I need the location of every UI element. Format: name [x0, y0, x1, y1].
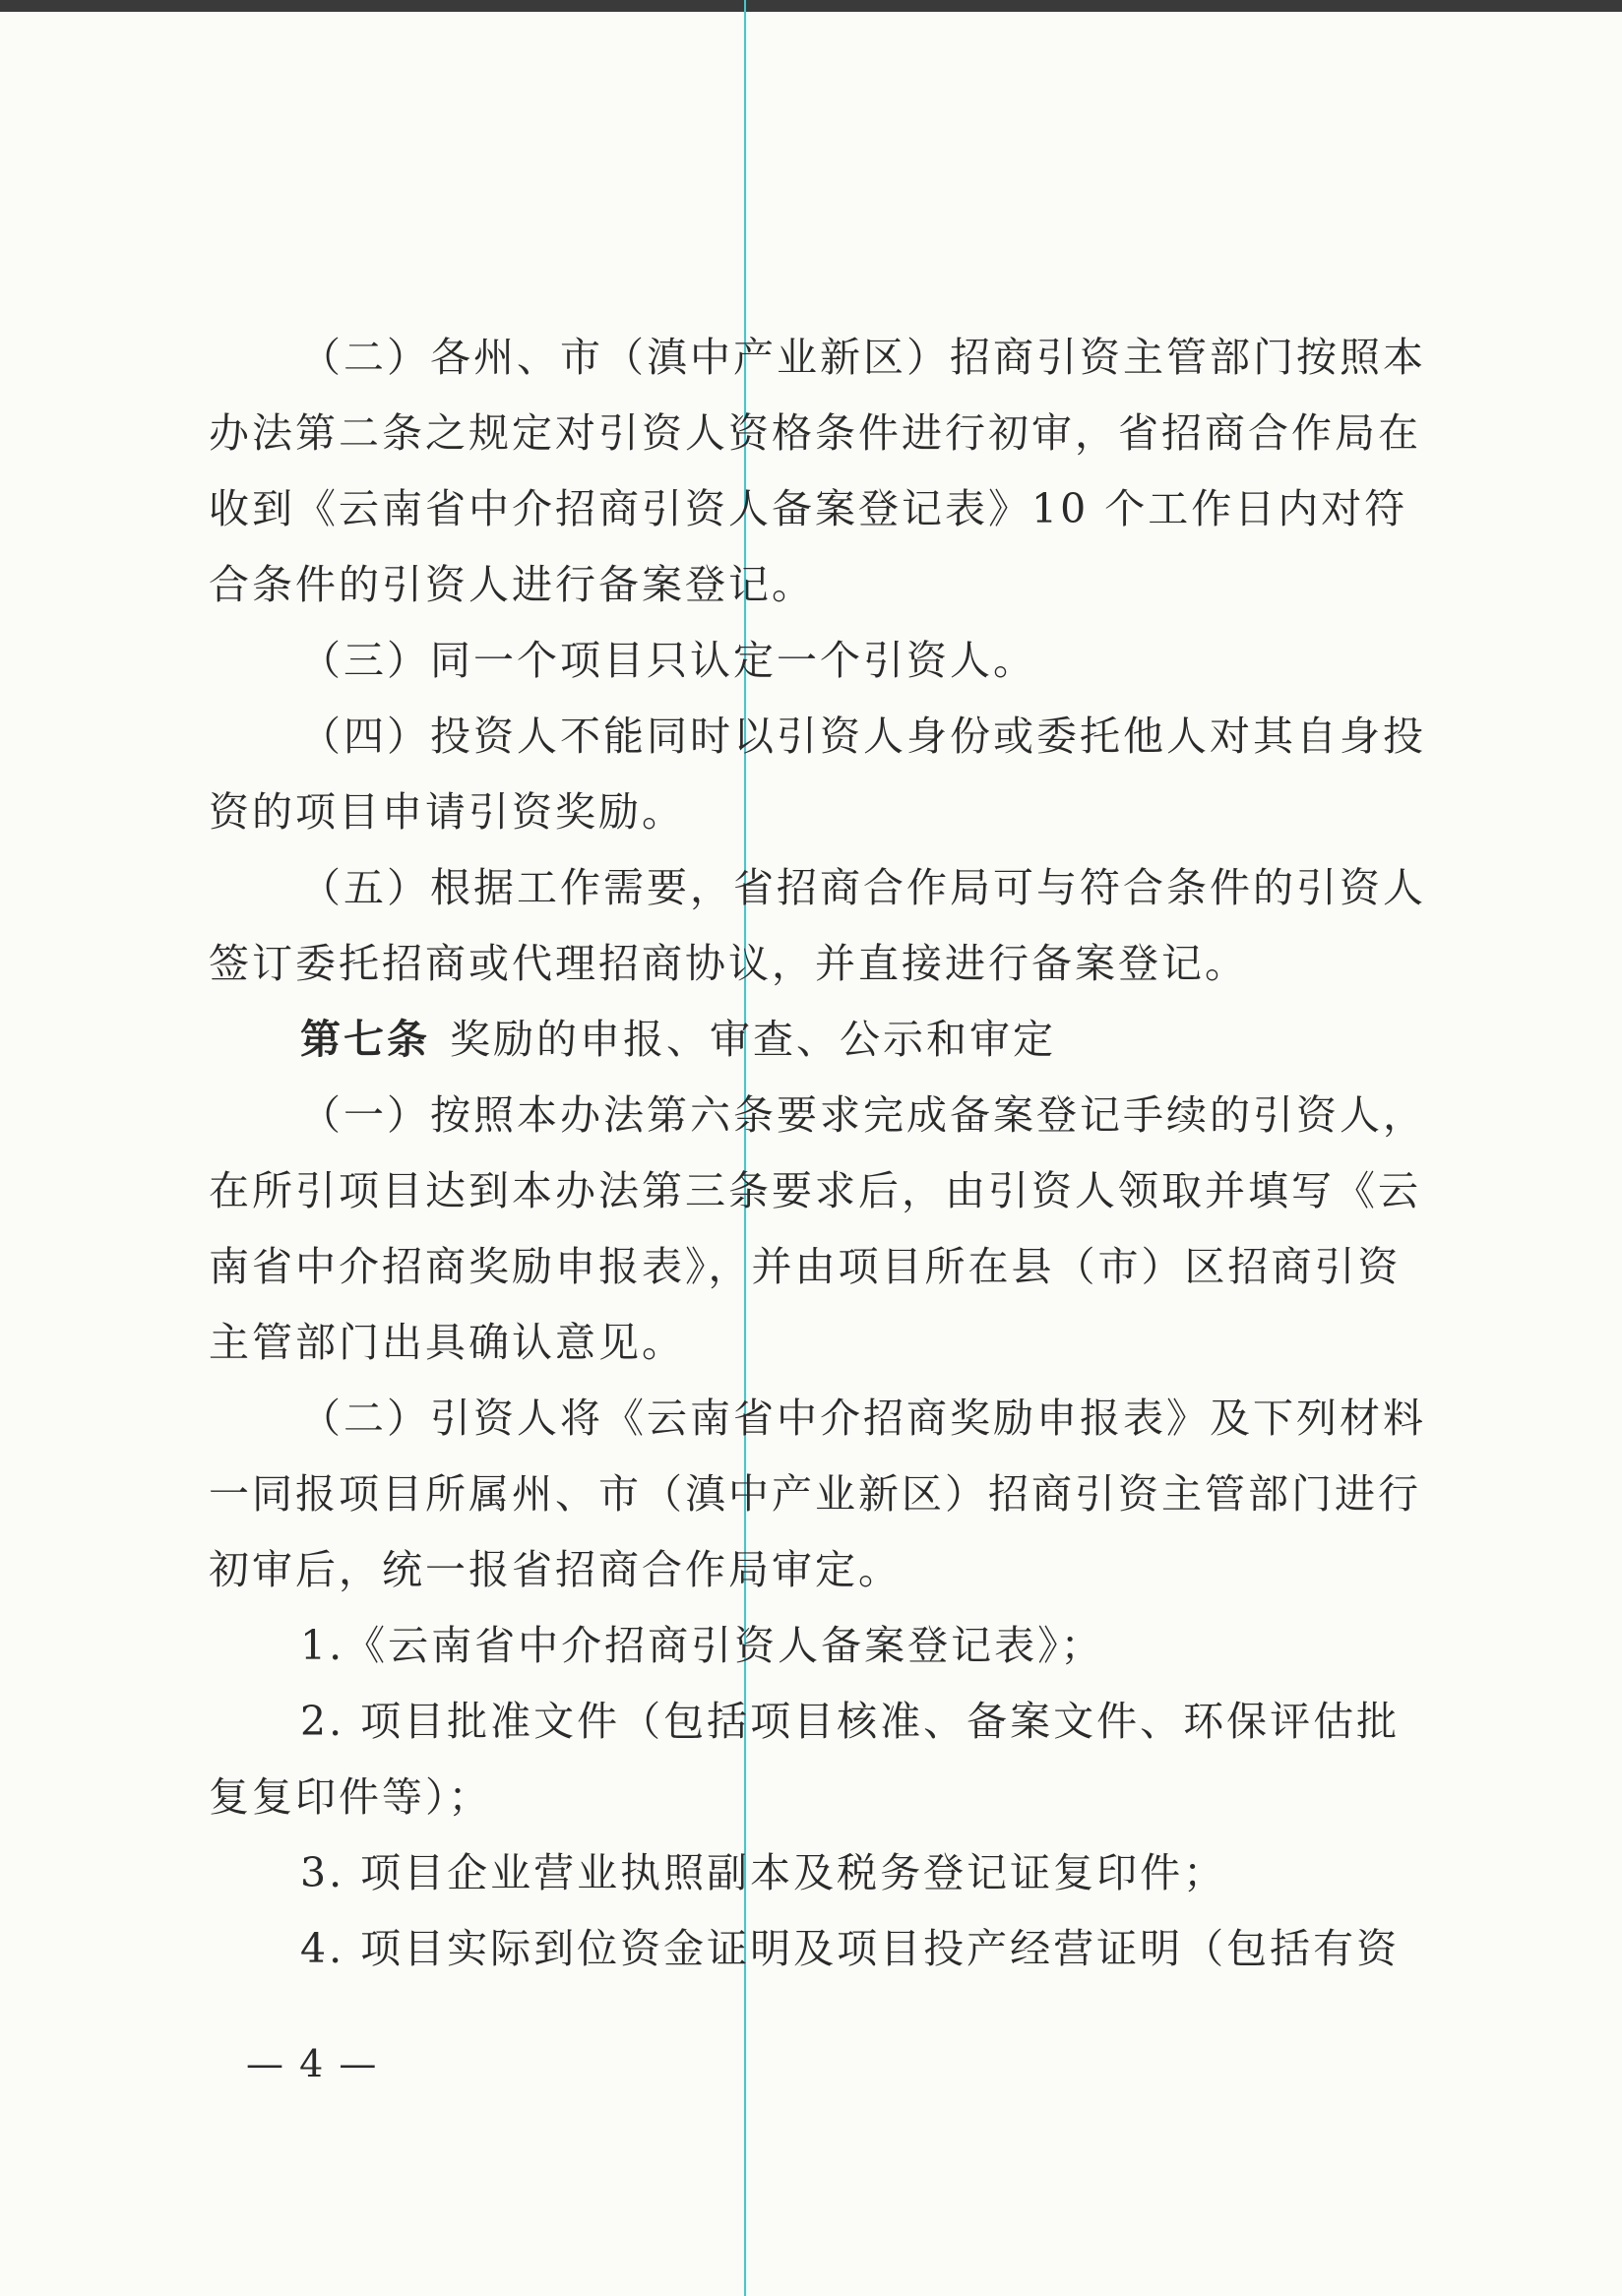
- list-item-line: 2. 项目批准文件（包括项目核准、备案文件、环保评估批: [300, 1698, 1401, 1745]
- paragraph-line: （四）投资人不能同时以引资人身份或委托他人对其自身投: [300, 713, 1426, 760]
- list-item-line: 复复印件等）；: [209, 1773, 492, 1821]
- paragraph-line: 收到《云南省中介招商引资人备案登记表》10 个工作日内对符: [209, 485, 1408, 532]
- paragraph-line: （三）同一个项目只认定一个引资人。: [300, 637, 1036, 684]
- paragraph-line: （一）按照本办法第六条要求完成备案登记手续的引资人，: [300, 1091, 1426, 1139]
- paragraph-line: 资的项目申请引资奖励。: [209, 788, 685, 836]
- list-item-line: 1.《云南省中介招商引资人备案登记表》；: [300, 1622, 1104, 1669]
- list-item-line: 3. 项目企业营业执照副本及税务登记证复印件；: [300, 1849, 1227, 1896]
- paragraph-line: 办法第二条之规定对引资人资格条件进行初审，省招商合作局在: [209, 409, 1421, 457]
- paragraph-line: 签订委托招商或代理招商协议，并直接进行备案登记。: [209, 940, 1248, 987]
- list-item-line: 4. 项目实际到位资金证明及项目投产经营证明（包括有资: [300, 1925, 1401, 1972]
- article-number: 第七条: [300, 1016, 430, 1063]
- article-title: 奖励的申报、审查、公示和审定: [450, 1016, 1056, 1063]
- paragraph-line: 初审后，统一报省招商合作局审定。: [209, 1546, 902, 1593]
- article-heading-line: [209, 1002, 1413, 1078]
- body-text: [209, 320, 1426, 1987]
- paragraph-line: 主管部门出具确认意见。: [209, 1319, 685, 1366]
- paragraph-line: （五）根据工作需要，省招商合作局可与符合条件的引资人: [300, 864, 1426, 911]
- paragraph-line: 南省中介招商奖励申报表》，并由项目所在县（市）区招商引资: [209, 1243, 1402, 1290]
- scan-top-border: [0, 0, 1622, 12]
- paragraph-line: （二）引资人将《云南省中介招商奖励申报表》及下列材料: [300, 1395, 1426, 1442]
- paragraph-line: 合条件的引资人进行备案登记。: [209, 561, 815, 608]
- page-number: — 4 —: [246, 2042, 379, 2085]
- paragraph-line: 一同报项目所属州、市（滇中产业新区）招商引资主管部门进行: [209, 1470, 1421, 1518]
- paragraph-line: （二）各州、市（滇中产业新区）招商引资主管部门按照本: [300, 334, 1426, 381]
- paragraph-line: 在所引项目达到本办法第三条要求后，由引资人领取并填写《云: [209, 1167, 1421, 1214]
